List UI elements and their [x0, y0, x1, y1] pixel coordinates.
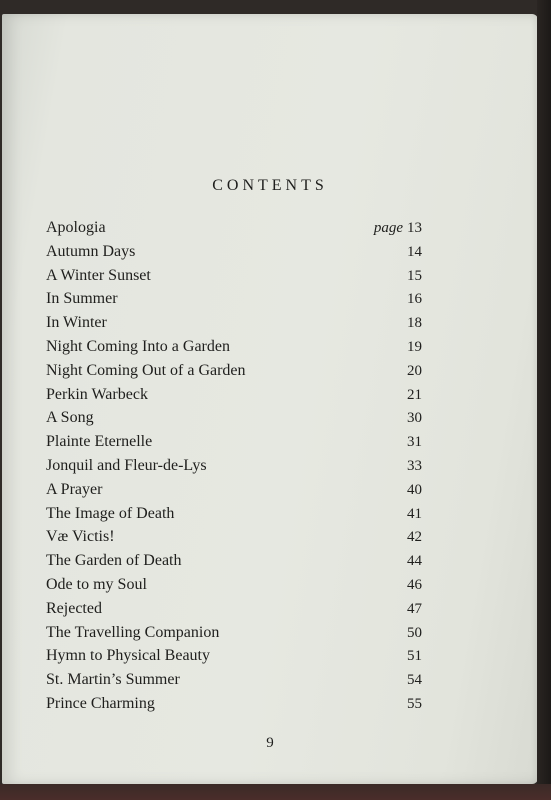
toc-entry-page — [407, 244, 422, 261]
toc-page-number: 41 — [407, 505, 422, 522]
toc-entry-title: Night Coming Out of a Garden — [46, 361, 246, 379]
toc-page-number: 40 — [407, 481, 422, 498]
toc-entry-title: Plainte Eternelle — [46, 433, 153, 451]
toc-entry — [46, 647, 422, 671]
toc-entry-title: A Winter Sunset — [46, 266, 151, 284]
toc-entry — [46, 624, 422, 648]
toc-entry-page — [407, 601, 422, 618]
toc-entry-title: Ode to my Soul — [46, 575, 147, 593]
book-edge-shadow — [537, 0, 551, 800]
toc-page-number: 50 — [407, 624, 422, 641]
toc-page-number: 14 — [407, 243, 422, 260]
toc-page-number: 13 — [407, 220, 422, 236]
toc-entry — [46, 267, 422, 291]
toc-page-number: 46 — [407, 576, 422, 593]
toc-page-number: 51 — [407, 648, 422, 665]
toc-entry-title: A Prayer — [46, 480, 103, 498]
toc-page-number: 15 — [407, 267, 422, 284]
toc-entry-page — [407, 410, 422, 427]
toc-page-number: 16 — [407, 291, 422, 308]
toc-page-number: 18 — [407, 315, 422, 332]
toc-entry-title: The Garden of Death — [46, 552, 182, 570]
toc-entry-title: A Song — [46, 409, 94, 427]
toc-entry — [46, 433, 422, 457]
toc-entry-title: Perkin Warbeck — [46, 385, 148, 403]
toc-entry-page — [407, 291, 422, 308]
page-prefix-label: page — [373, 220, 403, 236]
toc-entry-page — [374, 220, 422, 237]
toc-page-number: 44 — [407, 553, 422, 570]
toc-entry-title: St. Martin’s Summer — [46, 671, 180, 689]
toc-entry-title: In Summer — [46, 290, 118, 308]
toc-entry-page — [407, 696, 422, 713]
toc-entry-page — [407, 482, 422, 499]
toc-entry-page — [407, 577, 422, 594]
toc-entry — [46, 552, 422, 576]
toc-entry-title: Prince Charming — [46, 694, 155, 712]
toc-entry-page — [407, 529, 422, 546]
toc-entry-page — [407, 506, 422, 523]
toc-entry-title: Væ Victis! — [46, 528, 115, 546]
toc-entry-page — [407, 672, 422, 689]
toc-entry-page — [407, 339, 422, 356]
toc-page-number: 31 — [407, 434, 422, 451]
toc-entry-page — [407, 648, 422, 665]
toc-page-number: 55 — [407, 695, 422, 712]
toc-entry — [46, 695, 422, 719]
toc-entry — [46, 243, 422, 267]
toc-entry-title: Jonquil and Fleur-de-Lys — [46, 456, 207, 474]
toc-entry — [46, 219, 422, 243]
toc-entry-title: The Travelling Companion — [46, 623, 220, 641]
toc-page-number: 47 — [407, 600, 422, 617]
toc-entry-title: Rejected — [46, 599, 102, 617]
toc-entry-page — [407, 387, 422, 404]
toc-page-number: 20 — [407, 362, 422, 379]
toc-entry-page — [407, 315, 422, 332]
toc-entry — [46, 505, 422, 529]
toc-entry-title: Hymn to Physical Beauty — [46, 647, 210, 665]
toc-entry — [46, 600, 422, 624]
toc-page-number: 42 — [407, 529, 422, 546]
table-of-contents — [46, 219, 422, 719]
toc-entry-page — [407, 434, 422, 451]
toc-entry — [46, 481, 422, 505]
toc-entry-page — [407, 625, 422, 642]
toc-entry — [46, 528, 422, 552]
toc-entry — [46, 362, 422, 386]
toc-entry-title: The Image of Death — [46, 504, 175, 522]
toc-page-number: 21 — [407, 386, 422, 403]
toc-page-number: 19 — [407, 338, 422, 355]
toc-entry — [46, 457, 422, 481]
toc-entry-title: In Winter — [46, 314, 107, 332]
toc-entry-title: Apologia — [46, 219, 106, 236]
page-number: 9 — [266, 735, 274, 751]
toc-entry — [46, 386, 422, 410]
toc-entry-title: Autumn Days — [46, 242, 136, 260]
book-page — [2, 14, 538, 784]
toc-page-number: 33 — [407, 457, 422, 474]
toc-page-number: 30 — [407, 410, 422, 427]
toc-entry-page — [407, 268, 422, 285]
toc-entry-page — [407, 458, 422, 475]
contents-heading: CONTENTS — [212, 177, 328, 194]
toc-entry — [46, 314, 422, 338]
toc-page-number: 54 — [407, 672, 422, 689]
toc-entry — [46, 576, 422, 600]
toc-entry — [46, 338, 422, 362]
toc-entry-page — [407, 363, 422, 380]
toc-entry — [46, 290, 422, 314]
toc-entry-title: Night Coming Into a Garden — [46, 337, 230, 355]
toc-entry — [46, 409, 422, 433]
toc-entry-page — [407, 553, 422, 570]
book-cover-edge — [0, 784, 551, 800]
toc-entry — [46, 671, 422, 695]
